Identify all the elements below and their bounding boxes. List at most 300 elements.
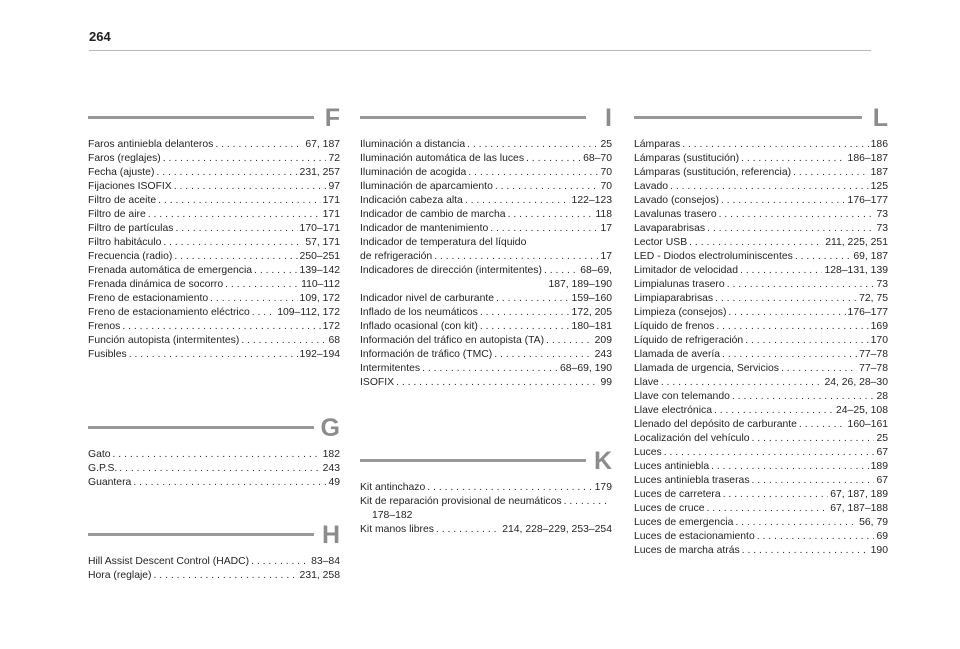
entry-pages: 24–25, 108 [835,405,888,416]
entry-pages: 25 [600,139,612,150]
entry-pages: 231, 258 [299,570,340,581]
entry-name: Lámparas (sustitución) [634,153,740,164]
entry-name: Freno de estacionamiento [88,293,209,304]
entry-name: Función autopista (intermitentes) [88,335,240,346]
section-rule [88,533,314,536]
index-entry [360,208,612,222]
entry-pages: 67, 187, 189 [830,489,888,500]
index-entry [360,236,612,264]
dot-leader [215,138,303,152]
entry-name: Llenado del depósito de carburante [634,419,797,430]
entry-name: Luces de carretera [634,489,721,500]
index-entry [88,138,340,152]
entry-pages: 25 [876,433,888,444]
entry-pages: 118 [595,209,612,220]
dot-leader [490,222,598,236]
entry-pages: 171 [322,195,340,206]
entry-name: Iluminación de aparcamiento [360,181,493,192]
index-entry [634,404,888,418]
dot-leader [711,460,869,474]
index-entry [634,292,888,306]
entry-name: Filtro de partículas [88,223,174,234]
entry-pages: 97 [328,181,340,192]
index-entry [360,376,612,390]
section-l [634,103,888,558]
entry-pages: 128–131, 139 [824,265,888,276]
entry-name: Iluminación automática de las luces [360,153,525,164]
index-entry [360,362,612,376]
entry-pages: 187 [870,167,888,178]
entry-name: Inflado ocasional (con kit) [360,321,478,332]
entry-name: Kit manos libres [360,524,434,535]
entry-name: Indicadores de dirección (intermitentes) [360,265,542,276]
dot-leader [496,292,570,306]
entry-name: Fusibles [88,349,127,360]
entry-name: de refrigeración [360,251,433,262]
entry-pages: 122–123 [571,195,612,206]
section-g [88,413,340,490]
entry-pages: 209 [594,335,612,346]
entry-pages: 68–70 [583,153,612,164]
entry-pages: 73 [876,279,888,290]
index-entry [88,448,340,462]
entry-pages: 109–112, 172 [277,307,340,318]
entry-name: Localización del vehículo [634,433,750,444]
dot-leader [682,138,868,152]
dot-leader [526,152,581,166]
dot-leader [742,544,869,558]
dot-leader [793,166,869,180]
dot-leader [422,362,558,376]
entry-pages: 125 [870,181,888,192]
section-i [360,103,612,390]
dot-leader [757,530,875,544]
index-entry [634,362,888,376]
dot-leader [254,264,298,278]
dot-leader [148,208,321,222]
entry-name: Luces de estacionamiento [634,531,755,542]
entry-pages: 17 [600,223,612,234]
entry-pages: 172 [322,321,340,332]
entry-name: Indicador de mantenimiento [360,223,489,234]
entry-name: Fecha (ajuste) [88,167,155,178]
index-entry [634,138,888,152]
dot-leader [113,448,321,462]
entry-name: Frenada automática de emergencia [88,265,253,276]
index-entry [634,264,888,278]
dot-leader [741,152,845,166]
dot-leader [494,348,592,362]
section-header [88,413,340,443]
entry-name: Frenos [88,321,121,332]
index-entry [360,180,612,194]
dot-leader [156,166,297,180]
dot-leader [480,320,570,334]
dot-leader [664,446,875,460]
index-entry [360,292,612,306]
dot-leader [795,250,852,264]
entry-name: Inflado de los neumáticos [360,307,478,318]
entry-name: Lámparas [634,139,681,150]
entry-name: Filtro de aceite [88,195,157,206]
entry-pages: 109, 172 [299,293,340,304]
entry-pages: 186 [870,139,888,150]
section-letter: I [605,104,612,132]
index-entry [634,194,888,208]
index-entry [634,502,888,516]
entry-name: Líquido de frenos [634,321,715,332]
dot-leader [508,208,594,222]
entry-name: Líquido de refrigeración [634,335,744,346]
entry-pages: 72, 75 [859,293,888,304]
entry-name: Frecuencia (radio) [88,251,173,262]
index-entry [360,481,612,495]
entry-pages: 182 [322,449,340,460]
dot-leader [689,236,823,250]
index-list [88,448,340,490]
entry-pages: 110–112 [301,279,340,290]
dot-leader [706,502,828,516]
index-list [360,523,612,537]
index-entry [634,446,888,460]
entry-name: Indicador de cambio de marcha [360,209,506,220]
index-entry [88,292,340,306]
index-entry [88,278,340,292]
entry-pages: 68 [328,335,340,346]
index-entry [634,432,888,446]
index-list [360,292,612,390]
index-entry [88,569,340,583]
entry-pages: 73 [876,209,888,220]
entry-pages: 67 [876,475,888,486]
entry-pages: 211, 225, 251 [825,237,888,248]
entry-name: LED - Diodos electroluminiscentes [634,251,793,262]
entry-pages: 77–78 [859,349,888,360]
entry-name: ISOFIX [360,377,395,388]
entry-pages: 69, 187 [853,251,888,262]
index-entry [88,152,340,166]
entry-pages: 70 [600,181,612,192]
index-entry [634,530,888,544]
dot-leader [427,481,592,495]
index-entry [634,320,888,334]
entry-pages: 56, 79 [859,517,888,528]
entry-name: Llamada de avería [634,349,721,360]
section-letter: K [593,447,612,475]
index-list [88,138,340,362]
dot-leader [564,495,610,509]
dot-leader [661,376,823,390]
section-header [88,103,340,133]
dot-leader [719,208,875,222]
entry-pages: 69 [876,531,888,542]
index-entry [634,544,888,558]
dot-leader [715,292,857,306]
index-entry [360,306,612,320]
dot-leader [163,236,303,250]
dot-leader [732,390,875,404]
dot-leader [251,555,309,569]
entry-name: Lavado (consejos) [634,195,719,206]
entry-name: Indicador de temperatura del líquido [360,237,527,248]
index-entry [88,250,340,264]
index-entry [634,376,888,390]
entry-name: Luces de emergencia [634,517,734,528]
header-divider [89,50,871,51]
entry-name: Kit antinchazo [360,482,426,493]
index-entry [634,418,888,432]
entry-name: Limpialunas trasero [634,279,725,290]
dot-leader [745,334,868,348]
index-entry [88,555,340,569]
entry-name: Información del tráfico en autopista (TA) [360,335,545,346]
section-letter: G [320,414,340,442]
dot-leader [158,194,321,208]
dot-leader [129,348,298,362]
section-rule [360,459,586,462]
entry-pages: 24, 26, 28–30 [824,377,888,388]
index-entry [360,194,612,208]
dot-leader [799,418,846,432]
dot-leader [174,250,297,264]
entry-name: Limitador de velocidad [634,265,738,276]
section-rule [360,116,586,119]
entry-pages: 172, 205 [571,307,612,318]
entry-name: Lavaparabrisas [634,223,706,234]
entry-pages: 68–69, [580,265,612,276]
dot-leader [495,180,599,194]
dot-leader [465,194,570,208]
entry-name: G.P.S. [88,463,118,474]
dot-leader [727,278,875,292]
dot-leader [752,474,875,488]
entry-name: Faros (reglajes) [88,153,161,164]
entry-pages: 176–177 [847,195,888,206]
entry-pages: 179 [594,482,612,493]
section-letter: F [324,104,340,132]
dot-leader [252,306,275,320]
entry-name: Fijaciones ISOFIX [88,181,172,192]
section-rule [88,116,314,119]
entry-name: Llave [634,377,659,388]
entry-name: Hora (reglaje) [88,570,152,581]
index-entry [360,264,612,292]
dot-leader [241,334,326,348]
index-entry [360,222,612,236]
entry-pages: 28 [876,391,888,402]
index-entry [634,250,888,264]
index-list [360,138,612,236]
dot-leader [154,569,298,583]
dot-leader [714,404,834,418]
entry-name: Llave con telemando [634,391,730,402]
dot-leader [546,334,593,348]
index-entry [88,166,340,180]
entry-pages: 73 [876,223,888,234]
entry-pages: 189 [870,461,888,472]
entry-pages: 170–171 [299,223,340,234]
index-entry [88,208,340,222]
index-entry [634,334,888,348]
entry-name: Lector USB [634,237,688,248]
section-header [360,446,612,476]
dot-leader [175,222,297,236]
entry-name: Lavalunas trasero [634,209,717,220]
dot-leader [480,306,570,320]
entry-pages: 57, 171 [305,237,340,248]
dot-leader [716,320,868,334]
entry-name: Filtro de aire [88,209,146,220]
index-entry [88,334,340,348]
dot-leader [544,264,578,278]
entry-pages: 180–181 [571,321,612,332]
section-k [360,446,612,537]
entry-pages: 243 [594,349,612,360]
entry-name: Luces de cruce [634,503,705,514]
dot-leader [396,376,598,390]
entry-pages: 190 [870,545,888,556]
entry-pages: 70 [600,167,612,178]
entry-name: Filtro habitáculo [88,237,162,248]
index-entry [88,180,340,194]
index-entry [634,236,888,250]
dot-leader [119,462,320,476]
index-entry [88,320,340,334]
entry-name: Iluminación a distancia [360,139,466,150]
entry-pages: 243 [322,463,340,474]
entry-pages: 67 [876,447,888,458]
entry-name: Intermitentes [360,363,421,374]
entry-pages: 17 [600,251,612,262]
entry-pages: 139–142 [299,265,340,276]
section-header [634,103,888,133]
entry-name: Faros antiniebla delanteros [88,139,214,150]
index-entry [634,278,888,292]
dot-leader [707,222,874,236]
index-entry [88,222,340,236]
entry-pages: 187, 189–190 [548,279,612,290]
index-entry [634,488,888,502]
dot-leader [728,306,845,320]
entry-name: Freno de estacionamiento eléctrico [88,307,250,318]
entry-pages: 49 [328,477,340,488]
entry-pages: 72 [328,153,340,164]
index-entry [634,474,888,488]
dot-leader [133,476,326,490]
entry-name: Luces antiniebla [634,461,710,472]
dot-leader [174,180,327,194]
entry-pages: 250–251 [299,251,340,262]
dot-leader [210,292,297,306]
index-entry [360,348,612,362]
entry-pages: 77–78 [859,363,888,374]
entry-name: Limpieza (consejos) [634,307,727,318]
entry-pages: 170 [870,335,888,346]
index-list [634,138,888,558]
entry-name: Lámparas (sustitución, referencia) [634,167,792,178]
section-header [88,520,340,550]
index-entry [88,194,340,208]
entry-pages: 99 [600,377,612,388]
entry-pages: 186–187 [847,153,888,164]
dot-leader [722,348,857,362]
dot-leader [721,194,846,208]
section-header [360,103,612,133]
dot-leader [670,180,869,194]
index-entry [634,306,888,320]
entry-pages: 68–69, 190 [559,363,612,374]
index-entry [634,152,888,166]
index-entry [634,180,888,194]
entry-name: Información de tráfico (TMC) [360,349,493,360]
index-entry [634,460,888,474]
entry-pages: 67, 187 [305,139,340,150]
entry-pages: 192–194 [299,349,340,360]
index-entry [360,138,612,152]
page-number: 264 [89,29,111,44]
entry-name: Kit de reparación provisional de neumáticos [360,496,562,507]
dot-leader [436,523,500,537]
entry-pages: 231, 257 [299,167,340,178]
dot-leader [781,362,857,376]
index-entry [360,334,612,348]
entry-name: Lavado [634,181,669,192]
entry-pages: 178–182 [372,510,413,521]
index-entry [634,348,888,362]
entry-name: Frenada dinámica de socorro [88,279,224,290]
entry-name: Limpiaparabrisas [634,293,714,304]
entry-pages: 171 [322,209,340,220]
entry-name: Gato [88,449,111,460]
index-entry [360,320,612,334]
index-entry [88,348,340,362]
dot-leader [434,250,598,264]
index-entry [634,166,888,180]
entry-name: Luces [634,447,662,458]
entry-name: Iluminación de acogida [360,167,467,178]
index-entry [88,462,340,476]
index-entry [360,152,612,166]
index-entry [634,390,888,404]
entry-name: Luces antiniebla traseras [634,475,750,486]
section-rule [634,116,862,119]
index-entry [634,516,888,530]
entry-name: Llave electrónica [634,405,712,416]
dot-leader [723,488,829,502]
index-entry [88,476,340,490]
entry-name: Llamada de urgencia, Servicios [634,363,779,374]
dot-leader [225,278,299,292]
section-f [88,103,340,362]
entry-name: Luces de marcha atrás [634,545,740,556]
entry-pages: 214, 228–229, 253–254 [502,524,612,535]
section-letter: H [321,521,340,549]
index-entry [360,523,612,537]
entry-pages: 159–160 [571,293,612,304]
index-entry [88,236,340,250]
entry-pages: 67, 187–188 [830,503,888,514]
entry-name: Indicador nivel de carburante [360,293,495,304]
index-entry [88,306,340,320]
dot-leader [735,516,857,530]
section-rule [88,426,314,429]
index-entry [634,222,888,236]
entry-pages: 176–177 [847,307,888,318]
dot-leader [468,166,598,180]
entry-name: Indicación cabeza alta [360,195,463,206]
index-entry [360,166,612,180]
dot-leader [467,138,598,152]
